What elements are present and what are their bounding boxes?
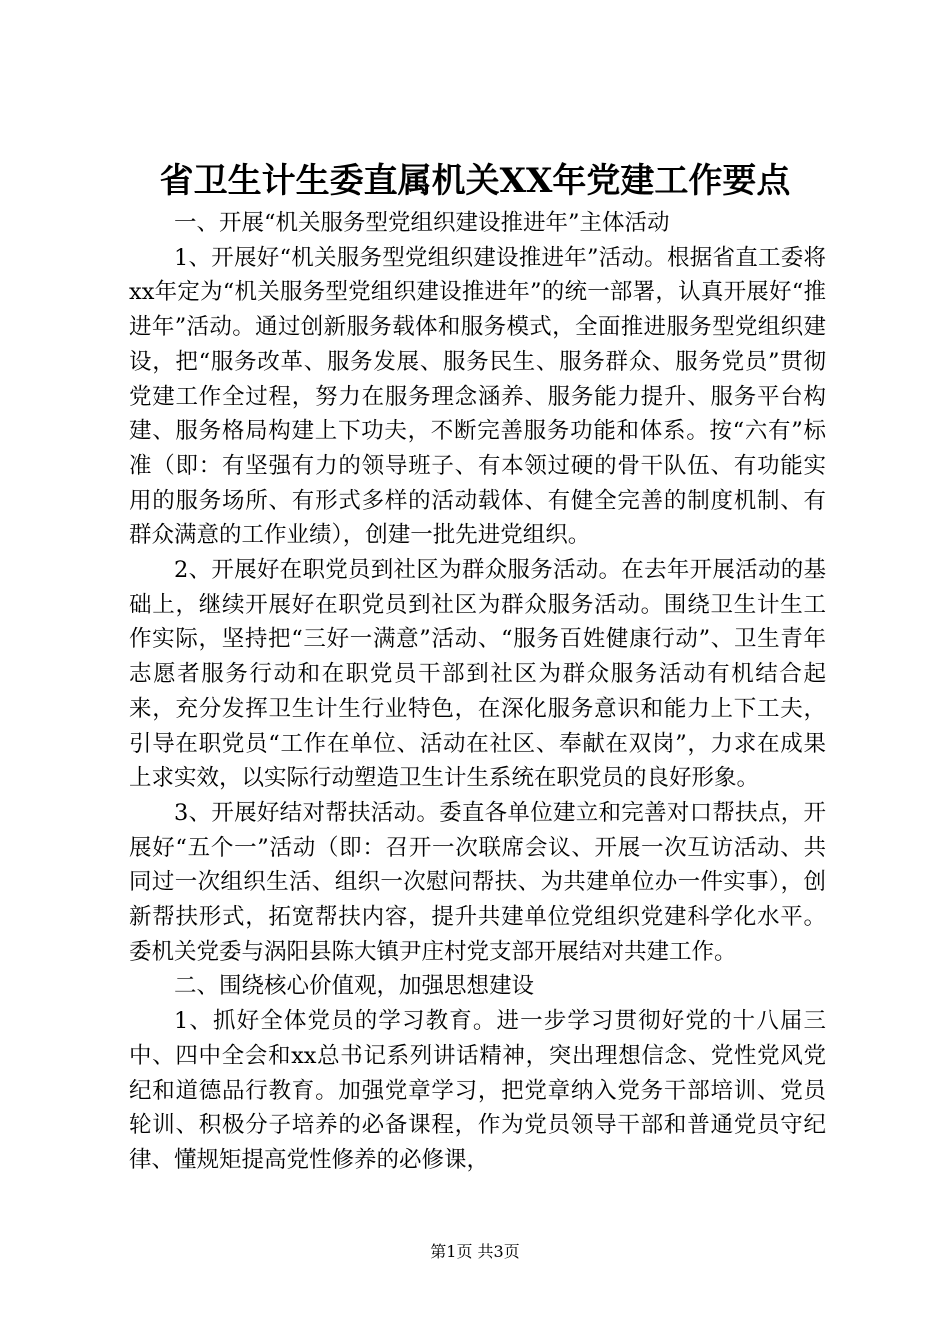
paragraph-item-1-1: 1、开展好“机关服务型党组织建设推进年”活动。根据省直工委将xx年定为“机关服务型党组织建设推进年”的统一部署，认真开展好“推进年”活动。通过创新服务载体和服务模式，全面推进服务型党组织建设，把“服务改革、服务发展、服务民生、服务群众、服务党员”贯彻党建工作全过程，努力在服务理念涵养、服务能力提升、服务平台构建、服务格局构建上下功夫，不断完善服务功能和体系。按“六有”标准（即：有坚强有力的领导班子、有本领过硬的骨干队伍、有功能实用的服务场所、有形式多样的活动载体、有健全完善的制度机制、有群众满意的工作业绩），创建一批先进党组织。 [129, 244, 826, 549]
document-title: 省卫生计生委直属机关XX年党建工作要点 [159, 161, 791, 201]
paragraph-section-1-heading: 一、开展“机关服务型党组织建设推进年”主体活动 [174, 210, 670, 236]
paragraph-section-2-heading: 二、围绕核心价值观，加强思想建设 [174, 973, 535, 1000]
paragraph-item-2-1: 1、抓好全体党员的学习教育。进一步学习贯彻好党的十八届三中、四中全会和xx总书记系列讲话精神，突出理想信念、党性党风党纪和道德品行教育。加强党章学习，把党章纳入党务干部培训、党员轮训、积极分子培养的必备课程，作为党员领导干部和普通党员守纪律、懂规矩提高党性修养的必修课， [129, 1008, 826, 1173]
document-body [129, 206, 826, 1178]
page-number-footer: 第1页 共3页 [430, 1242, 520, 1261]
paragraph-item-1-3: 3、开展好结对帮扶活动。委直各单位建立和完善对口帮扶点，开展好“五个一”活动（即：召开一次联席会议、开展一次互访活动、共同过一次组织生活、组织一次慰问帮扶、为共建单位办一件实事），创新帮扶形式，拓宽帮扶内容，提升共建单位党组织党建科学化水平。委机关党委与涡阳县陈大镇尹庄村党支部开展结对共建工作。 [129, 799, 826, 965]
paragraph-item-1-2: 2、开展好在职党员到社区为群众服务活动。在去年开展活动的基础上，继续开展好在职党员到社区为群众服务活动。围绕卫生计生工作实际，坚持把“三好一满意”活动、“服务百姓健康行动”、卫生青年志愿者服务行动和在职党员干部到社区为群众服务活动有机结合起来，充分发挥卫生计生行业特色，在深化服务意识和能力上下工夫，引导在职党员“工作在单位、活动在社区、奉献在双岗”，力求在成果上求实效，以实际行动塑造卫生计生系统在职党员的良好形象。 [129, 557, 826, 792]
